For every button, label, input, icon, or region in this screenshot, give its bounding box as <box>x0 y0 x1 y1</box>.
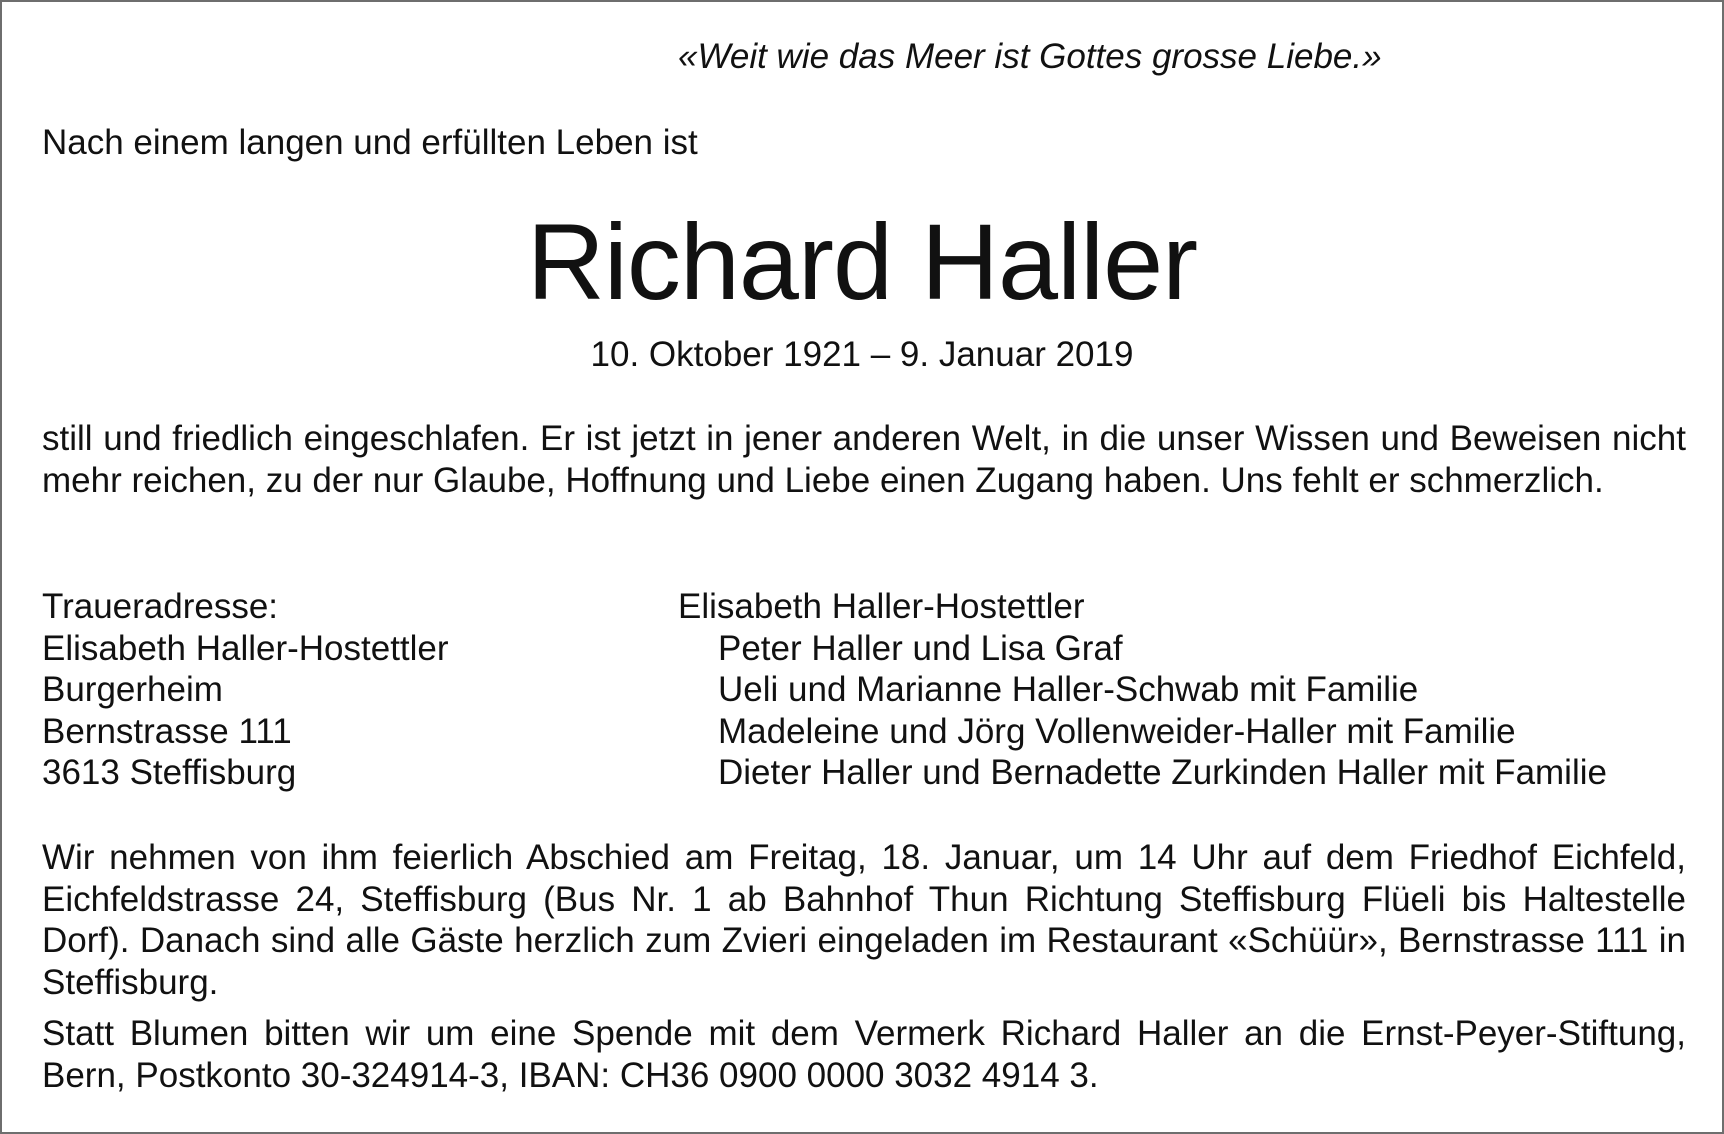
mourner-line: Peter Haller und Lisa Graf <box>718 628 1123 668</box>
deceased-name: Richard Haller <box>526 201 1198 322</box>
funeral-details-paragraph: Wir nehmen von ihm feierlich Abschied am Freitag, 18. Januar, um 14 Uhr auf dem Friedhof Eichfeld, Eichfeldstrasse 24, Steffisburg (Bus Nr. 1 ab Bahnhof Thun Richtung Steffisburg Flüeli bis Haltestelle Dorf). Danach sind alle Gäste herzlich zum Zvieri eingeladen im Restaurant «Schüür», Bernstrasse 111 in Steffisburg. <box>42 838 1686 1002</box>
life-dates: 10. Oktober 1921 – 9. Januar 2019 <box>590 335 1134 374</box>
intro-line: Nach einem langen und erfüllten Leben ist <box>42 123 698 162</box>
mourner-line: Dieter Haller und Bernadette Zurkinden Haller mit Familie <box>718 753 1607 792</box>
address-line: Elisabeth Haller-Hostettler <box>42 628 449 668</box>
address-line: Bernstrasse 111 <box>42 711 292 751</box>
address-line: Burgerheim <box>42 670 223 709</box>
motto-quote: «Weit wie das Meer ist Gottes grosse Liebe.» <box>678 37 1382 76</box>
mourner-line: Ueli und Marianne Haller-Schwab mit Familie <box>718 670 1419 709</box>
farewell-paragraph: still und friedlich eingeschlafen. Er ist jetzt in jener anderen Welt, in die unser Wissen und Beweisen nicht mehr reichen, zu der nur Glaube, Hoffnung und Liebe einen Zugang haben. Uns fehlt er schmerzlich. <box>42 419 1686 500</box>
mourners-list <box>678 586 1607 794</box>
mourner-head: Elisabeth Haller-Hostettler <box>678 587 1085 626</box>
mourning-address <box>42 586 449 794</box>
donation-paragraph: Statt Blumen bitten wir um eine Spende mit dem Vermerk Richard Haller an die Ernst-Peyer-Stiftung, Bern, Postkonto 30-324914-3, IBAN: CH36 0900 0000 3032 4914 3. <box>42 1014 1686 1095</box>
address-line: 3613 Steffisburg <box>42 753 297 792</box>
mourner-line: Madeleine und Jörg Vollenweider-Haller mit Familie <box>718 711 1516 751</box>
address-label: Traueradresse: <box>42 587 279 626</box>
